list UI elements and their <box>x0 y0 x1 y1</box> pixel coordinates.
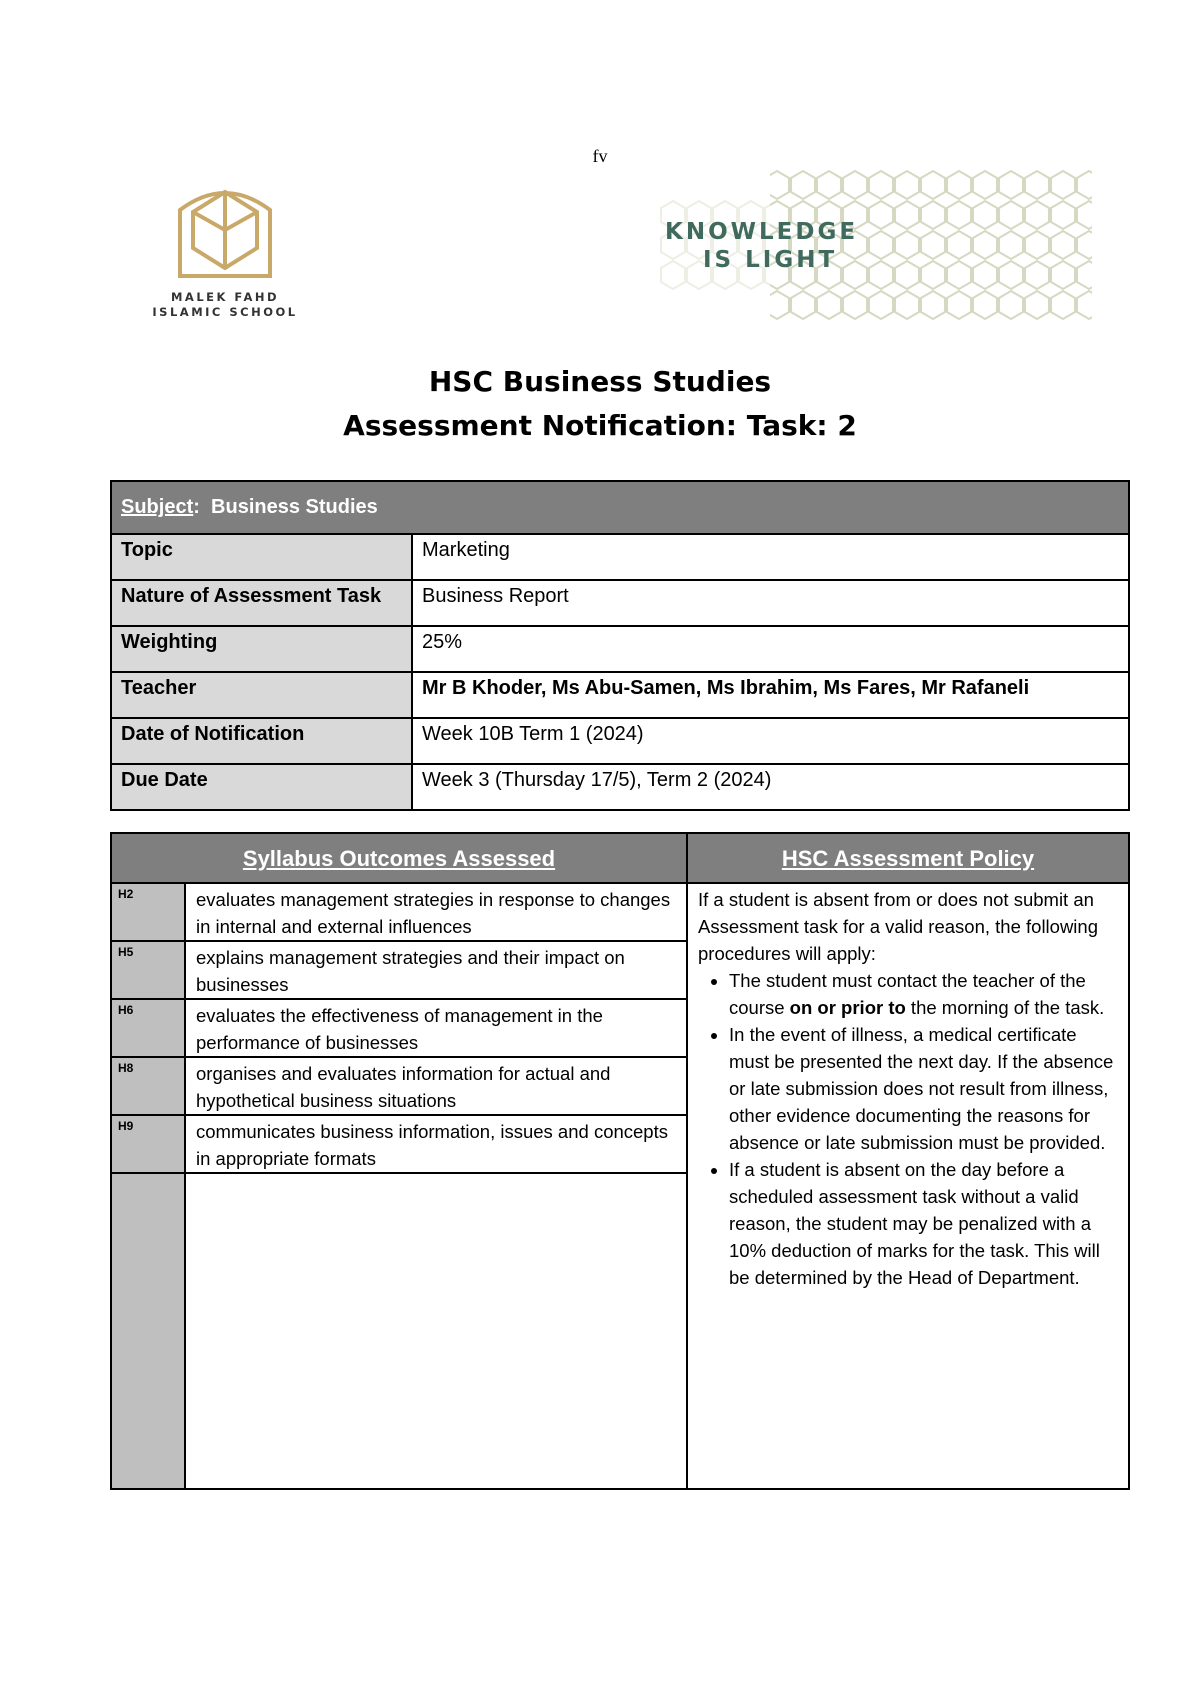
table-row <box>111 580 1129 626</box>
row-value: Mr B Khoder, Ms Abu-Samen, Ms Ibrahim, Ms Fares, Mr Rafaneli <box>412 672 1129 718</box>
outcome-code: H6 <box>111 999 185 1057</box>
outcomes-header <box>111 833 687 883</box>
table-row <box>111 718 1129 764</box>
school-logo <box>140 172 310 322</box>
motto-line1: KNOWLEDGE <box>665 219 859 245</box>
row-value: Week 3 (Thursday 17/5), Term 2 (2024) <box>412 764 1129 810</box>
outcome-text: explains management strategies and their impact on businesses <box>185 941 687 999</box>
row-label: Teacher <box>111 672 412 718</box>
policy-bullet: • In the event of illness, a medical certificate must be presented the next day. If the absence or late submission does not result from illness, other evidence documenting the reasons for absence or late submission must be provided. <box>729 1021 1118 1156</box>
table-row <box>111 626 1129 672</box>
row-value: Business Report <box>412 580 1129 626</box>
row-value: Marketing <box>412 534 1129 580</box>
policy-bullet1-pre: The student must contact the teacher of the course <box>729 970 1086 1018</box>
title-line1: HSC Business Studies <box>428 365 772 398</box>
row-label: Date of Notification <box>111 718 412 764</box>
title-line2: Assessment Notification: Task: 2 <box>343 409 857 442</box>
policy-header <box>687 833 1129 883</box>
subject-row <box>111 481 1129 534</box>
outcome-text: evaluates the effectiveness of management in the performance of businesses <box>185 999 687 1057</box>
section-header-row <box>111 833 1129 883</box>
motto-line2: IS LIGHT <box>703 247 838 273</box>
policy-text <box>687 883 1129 1489</box>
policy-bullet1-bold: on or prior to <box>789 997 906 1018</box>
blank-code-cell <box>111 1173 185 1489</box>
row-label: Topic <box>111 534 412 580</box>
school-name <box>140 290 310 320</box>
row-label: Nature of Assessment Task <box>111 580 412 626</box>
subject-colon: : <box>193 496 200 518</box>
outcome-text: evaluates management strategies in response to changes in internal and external influences <box>185 883 687 941</box>
table-row <box>111 672 1129 718</box>
outcomes-policy-table <box>110 832 1130 1490</box>
outcome-code: H8 <box>111 1057 185 1115</box>
subject-cell <box>111 481 1129 534</box>
task-details-table <box>110 480 1130 811</box>
policy-bullet: • If a student is absent on the day before a scheduled assessment task without a valid reason, the student may be penalized with a 10% deduction of marks for the task. This will be determined by the Head of Department. <box>729 1156 1118 1291</box>
table-row <box>111 534 1129 580</box>
outcome-text: organises and evaluates information for actual and hypothetical business situations <box>185 1057 687 1115</box>
row-value: 25% <box>412 626 1129 672</box>
policy-bullet <box>729 967 1118 1021</box>
row-label: Due Date <box>111 764 412 810</box>
blank-desc-cell <box>185 1173 687 1489</box>
row-value: Week 10B Term 1 (2024) <box>412 718 1129 764</box>
outcome-code: H2 <box>111 883 185 941</box>
table-row <box>111 883 1129 941</box>
motto-banner <box>660 170 1092 320</box>
outcomes-header-text: Syllabus Outcomes Assessed <box>242 845 556 871</box>
subject-label: Subject <box>121 496 194 518</box>
row-label: Weighting <box>111 626 412 672</box>
policy-bullet1-post: the morning of the task. <box>905 997 1105 1018</box>
outcome-code: H9 <box>111 1115 185 1173</box>
school-name-line2: ISLAMIC SCHOOL <box>152 305 298 319</box>
policy-intro: If a student is absent from or does not submit an Assessment task for a valid reason, the following procedures will apply: <box>698 889 1098 964</box>
policy-header-text: HSC Assessment Policy <box>781 845 1035 871</box>
table-row <box>111 764 1129 810</box>
page-title <box>0 360 1200 448</box>
header-mark: fv <box>592 146 608 166</box>
motto-text <box>665 218 858 274</box>
school-name-line1: MALEK FAHD <box>170 290 280 304</box>
outcome-text: communicates business information, issues and concepts in appropriate formats <box>185 1115 687 1173</box>
subject-value: Business Studies <box>211 496 378 518</box>
policy-list <box>698 967 1118 1291</box>
school-crest-icon <box>172 172 278 282</box>
outcome-code: H5 <box>111 941 185 999</box>
